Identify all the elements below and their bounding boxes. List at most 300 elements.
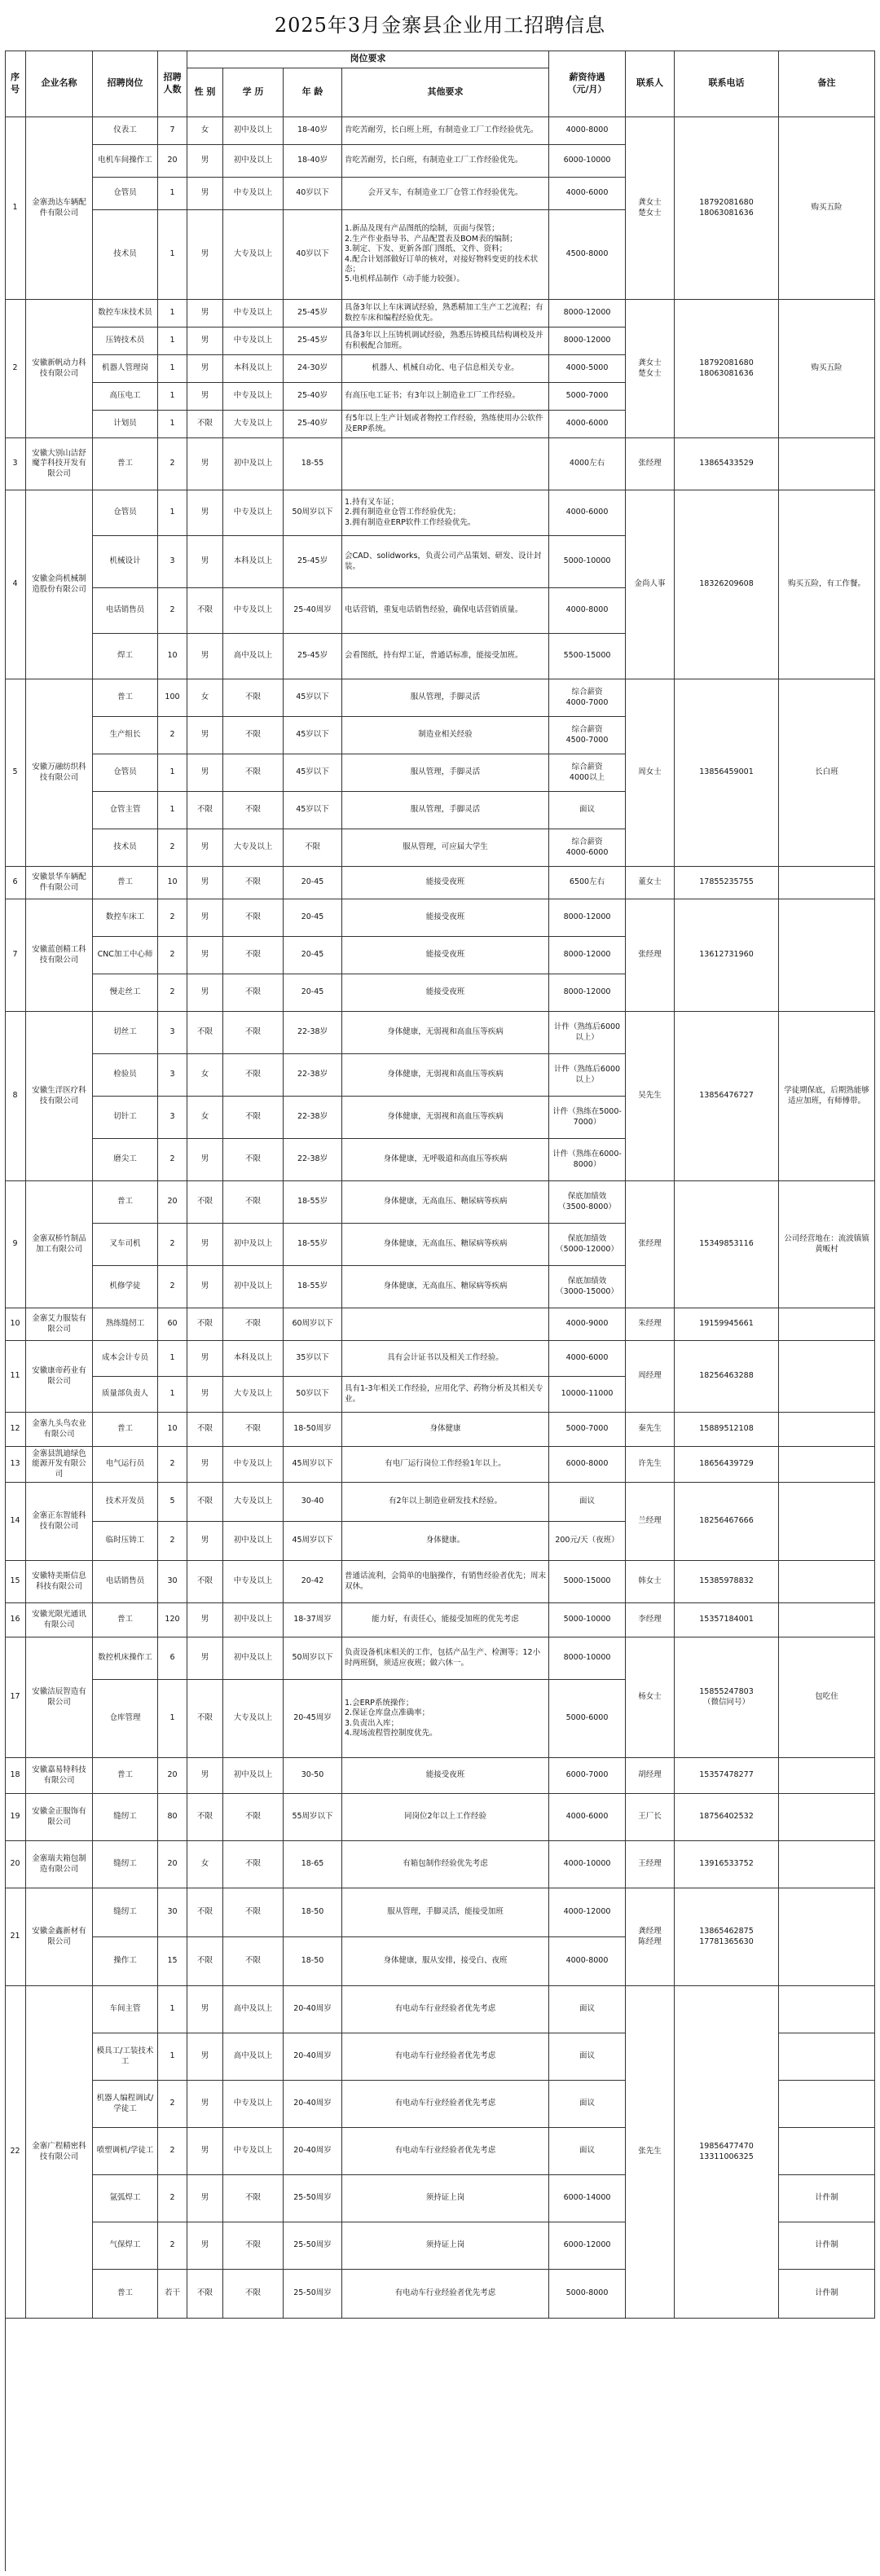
job-gender: 男 xyxy=(187,2222,223,2270)
job-count: 2 xyxy=(158,1224,187,1266)
job-salary: 面议 xyxy=(549,1483,626,1522)
job-salary: 4000-8000 xyxy=(549,117,626,145)
job-education: 不限 xyxy=(223,937,284,974)
contact-phone: 18326209608 xyxy=(675,490,779,679)
job-requirements: 身体健康，无高血压、糖尿病等疾病 xyxy=(342,1266,549,1308)
job-count: 1 xyxy=(158,1986,187,2033)
job-position: 普工 xyxy=(93,1181,158,1224)
job-education: 不限 xyxy=(223,1937,284,1986)
job-education: 不限 xyxy=(223,679,284,717)
job-position: 技术员 xyxy=(93,829,158,867)
job-position: 普工 xyxy=(93,867,158,899)
job-age: 25-50周岁 xyxy=(284,2222,342,2270)
job-education: 中专及以上 xyxy=(223,178,284,210)
job-age: 25-50周岁 xyxy=(284,2175,342,2222)
job-age: 20-45 xyxy=(284,937,342,974)
job-gender: 男 xyxy=(187,536,223,588)
job-salary: 面议 xyxy=(549,2033,626,2081)
job-count: 20 xyxy=(158,1758,187,1794)
job-salary: 保底加绩效 （3500-8000） xyxy=(549,1181,626,1224)
job-education: 不限 xyxy=(223,1308,284,1341)
job-age: 45岁以下 xyxy=(284,679,342,717)
company-seq: 22 xyxy=(5,1986,26,2319)
company-name: 金寨广程精密科技有限公司 xyxy=(26,1986,93,2319)
contact-phone: 19856477470 13311006325 xyxy=(675,1986,779,2319)
job-requirements: 有电动车行业经验者优先考虑 xyxy=(342,2128,549,2175)
job-position: 焊工 xyxy=(93,634,158,679)
job-count: 5 xyxy=(158,1483,187,1522)
job-gender: 男 xyxy=(187,937,223,974)
job-gender: 男 xyxy=(187,1637,223,1680)
company-note: 包吃住 xyxy=(779,1637,875,1758)
job-requirements xyxy=(342,438,549,490)
contact-phone: 19159945661 xyxy=(675,1308,779,1341)
job-education: 高中及以上 xyxy=(223,634,284,679)
job-salary: 计件（熟练在6000-8000） xyxy=(549,1139,626,1181)
job-count: 3 xyxy=(158,536,187,588)
job-requirements: 身体健康。 xyxy=(342,1522,549,1561)
job-salary: 计件（熟练在5000-7000） xyxy=(549,1097,626,1139)
job-education: 本科及以上 xyxy=(223,536,284,588)
job-salary: 4000-6000 xyxy=(549,490,626,536)
job-requirements: 有电动车行业经验者优先考虑 xyxy=(342,2033,549,2081)
job-salary: 8000-12000 xyxy=(549,974,626,1012)
job-count: 1 xyxy=(158,355,187,383)
job-position: 普工 xyxy=(93,679,158,717)
job-count: 1 xyxy=(158,327,187,355)
contact-person: 张经理 xyxy=(626,1181,675,1308)
job-gender: 男 xyxy=(187,1603,223,1637)
job-salary: 4000-8000 xyxy=(549,588,626,634)
job-count: 2 xyxy=(158,899,187,937)
job-education: 高中及以上 xyxy=(223,1986,284,2033)
company-note: 购买五险 xyxy=(779,117,875,300)
job-education: 大专及以上 xyxy=(223,411,284,438)
job-gender: 不限 xyxy=(187,1888,223,1937)
company-note xyxy=(779,1758,875,1794)
job-requirements: 有5年以上生产计划或者物控工作经验，熟练使用办公软件及ERP系统。 xyxy=(342,411,549,438)
job-count: 100 xyxy=(158,679,187,717)
job-requirements: 有电动车行业经验者优先考虑 xyxy=(342,2270,549,2319)
page-title: 2025年3月金寨县企业用工招聘信息 xyxy=(274,14,606,37)
contact-person: 张经理 xyxy=(626,899,675,1012)
job-requirements: 制造业相关经验 xyxy=(342,717,549,754)
job-gender: 不限 xyxy=(187,1413,223,1447)
company-note xyxy=(779,1888,875,1986)
job-age: 45岁以下 xyxy=(284,792,342,829)
job-gender: 不限 xyxy=(187,1308,223,1341)
job-gender: 女 xyxy=(187,679,223,717)
job-requirements: 同岗位2年以上工作经验 xyxy=(342,1794,549,1841)
job-education: 大专及以上 xyxy=(223,1483,284,1522)
header-salary: 薪资待遇 （元/月） xyxy=(549,51,626,117)
job-count: 1 xyxy=(158,178,187,210)
company-note xyxy=(779,899,875,1012)
company-name: 安徽康帝药业有限公司 xyxy=(26,1341,93,1413)
job-education: 不限 xyxy=(223,754,284,792)
job-age: 50岁以下 xyxy=(284,1377,342,1413)
job-count: 2 xyxy=(158,2175,187,2222)
job-gender: 不限 xyxy=(187,411,223,438)
job-salary: 8000-12000 xyxy=(549,899,626,937)
job-education: 不限 xyxy=(223,1012,284,1054)
contact-person: 朱经理 xyxy=(626,1308,675,1341)
job-requirements: 身体健康，无弱视和高血压等疾病 xyxy=(342,1054,549,1097)
job-salary: 200元/天（夜班） xyxy=(549,1522,626,1561)
company-seq: 12 xyxy=(5,1413,26,1447)
job-age: 20-45 xyxy=(284,974,342,1012)
job-education: 不限 xyxy=(223,1181,284,1224)
job-requirements: 身体健康，无高血压、糖尿病等疾病 xyxy=(342,1224,549,1266)
header-phone: 联系电话 xyxy=(675,51,779,117)
job-age: 25-45岁 xyxy=(284,536,342,588)
contact-person: 董女士 xyxy=(626,867,675,899)
job-age: 25-50周岁 xyxy=(284,2270,342,2319)
header-other: 其他要求 xyxy=(342,68,549,117)
job-age: 25-40岁 xyxy=(284,411,342,438)
job-position: 电气运行员 xyxy=(93,1447,158,1483)
job-age: 25-45岁 xyxy=(284,327,342,355)
contact-person: 韩女士 xyxy=(626,1561,675,1603)
contact-phone: 13916533752 xyxy=(675,1841,779,1888)
job-salary: 4000左右 xyxy=(549,438,626,490)
job-education: 不限 xyxy=(223,2175,284,2222)
job-salary: 5000-7000 xyxy=(549,1413,626,1447)
job-age: 25-40岁 xyxy=(284,383,342,411)
job-education: 中专及以上 xyxy=(223,383,284,411)
job-salary: 6000-14000 xyxy=(549,2175,626,2222)
company-note: 公司经营地在：流波镇镇黄畈村 xyxy=(779,1181,875,1308)
company-seq: 11 xyxy=(5,1341,26,1413)
job-age: 45岁以下 xyxy=(284,717,342,754)
job-count: 1 xyxy=(158,754,187,792)
job-requirements: 肯吃苦耐劳，长白班上班，有制造业工厂工作经验优先。 xyxy=(342,117,549,145)
job-position: 气保焊工 xyxy=(93,2222,158,2270)
job-position: 仓管员 xyxy=(93,490,158,536)
job-position: 普工 xyxy=(93,1413,158,1447)
company-seq: 1 xyxy=(5,117,26,300)
job-age: 18-50周岁 xyxy=(284,1413,342,1447)
job-position: 车间主管 xyxy=(93,1986,158,2033)
job-salary: 保底加绩效 （5000-12000） xyxy=(549,1224,626,1266)
company-seq: 9 xyxy=(5,1181,26,1308)
job-position: 临时压铸工 xyxy=(93,1522,158,1561)
job-count: 2 xyxy=(158,2222,187,2270)
job-salary: 4000-5000 xyxy=(549,355,626,383)
company-name: 安徽大别山洁舒魔芋科技开发有限公司 xyxy=(26,438,93,490)
job-requirements: 1.持有叉车证； 2.拥有制造业仓管工作经验优先； 3.拥有制造业ERP软件工作经验优先。 xyxy=(342,490,549,536)
job-gender: 不限 xyxy=(187,1561,223,1603)
job-salary: 6000-12000 xyxy=(549,2222,626,2270)
contact-phone: 17855235755 xyxy=(675,867,779,899)
job-note xyxy=(779,2081,875,2128)
company-seq: 20 xyxy=(5,1841,26,1888)
job-position: 数控车床技术员 xyxy=(93,300,158,327)
contact-phone: 13856476727 xyxy=(675,1012,779,1181)
contact-person: 龚经理 陈经理 xyxy=(626,1888,675,1986)
company-note xyxy=(779,1841,875,1888)
contact-phone: 15349853116 xyxy=(675,1181,779,1308)
contact-person: 王经理 xyxy=(626,1841,675,1888)
header-education: 学 历 xyxy=(223,68,284,117)
job-count: 1 xyxy=(158,1341,187,1377)
job-salary: 8000-12000 xyxy=(549,300,626,327)
job-requirements: 电话营销，重复电话销售经验，确保电话营销质量。 xyxy=(342,588,549,634)
job-count: 2 xyxy=(158,1522,187,1561)
job-gender: 女 xyxy=(187,1054,223,1097)
job-education: 不限 xyxy=(223,974,284,1012)
job-salary: 5000-15000 xyxy=(549,1561,626,1603)
job-salary: 4000-6000 xyxy=(549,411,626,438)
job-requirements: 1.新品及现有产品图纸的绘制，页面与保管； 2.生产作业指导书、产品配置表及BOM表的编制； 3.制定、下发、更新各部门图纸、文件、资料； 4.配合计划部做好订单的核对，对接好物料变更的技术状态； 5.电机样品制作（动手能力较强）。 xyxy=(342,210,549,300)
job-requirements: 服从管理，手脚灵活 xyxy=(342,792,549,829)
job-position: 普工 xyxy=(93,2270,158,2319)
job-age: 25-45岁 xyxy=(284,300,342,327)
contact-phone: 18256463288 xyxy=(675,1341,779,1413)
job-age: 18-40岁 xyxy=(284,145,342,178)
job-gender: 不限 xyxy=(187,1181,223,1224)
job-education: 不限 xyxy=(223,899,284,937)
job-age: 20-45周岁 xyxy=(284,1680,342,1758)
job-age: 18-55岁 xyxy=(284,1181,342,1224)
job-salary: 8000-12000 xyxy=(549,327,626,355)
job-requirements: 服从管理，可应届大学生 xyxy=(342,829,549,867)
job-position: 质量部负责人 xyxy=(93,1377,158,1413)
job-education: 初中及以上 xyxy=(223,117,284,145)
job-gender: 男 xyxy=(187,2128,223,2175)
job-position: 检验员 xyxy=(93,1054,158,1097)
job-gender: 男 xyxy=(187,634,223,679)
job-position: 技术开发员 xyxy=(93,1483,158,1522)
job-requirements: 能接受夜班 xyxy=(342,937,549,974)
job-gender: 女 xyxy=(187,117,223,145)
job-age: 45周岁以下 xyxy=(284,1447,342,1483)
company-seq: 17 xyxy=(5,1637,26,1758)
job-count: 30 xyxy=(158,1561,187,1603)
job-count: 2 xyxy=(158,2128,187,2175)
job-note xyxy=(779,1986,875,2033)
job-salary: 计件（熟练后6000以上） xyxy=(549,1012,626,1054)
contact-phone: 18256467666 xyxy=(675,1483,779,1561)
job-count: 120 xyxy=(158,1603,187,1637)
job-position: 成本会计专员 xyxy=(93,1341,158,1377)
job-count: 2 xyxy=(158,937,187,974)
company-seq: 14 xyxy=(5,1483,26,1561)
contact-person: 兰经理 xyxy=(626,1483,675,1561)
job-requirements: 普通话流利，会简单的电脑操作，有销售经验者优先；周末双休。 xyxy=(342,1561,549,1603)
job-salary: 5000-10000 xyxy=(549,1603,626,1637)
contact-person: 龚女士 楚女士 xyxy=(626,117,675,300)
job-salary: 面议 xyxy=(549,2128,626,2175)
job-requirements xyxy=(342,1308,549,1341)
job-requirements: 肯吃苦耐劳，长白班，有制造业工厂工作经验优先。 xyxy=(342,145,549,178)
job-position: 模具工/工装技术工 xyxy=(93,2033,158,2081)
job-requirements: 会开叉车，有制造业工厂仓管工作经验优先。 xyxy=(342,178,549,210)
job-salary: 6000-10000 xyxy=(549,145,626,178)
job-position: 数控车床工 xyxy=(93,899,158,937)
job-education: 大专及以上 xyxy=(223,210,284,300)
job-age: 22-38岁 xyxy=(284,1139,342,1181)
job-position: 数控机床操作工 xyxy=(93,1637,158,1680)
company-name: 安徽景华车辆配件有限公司 xyxy=(26,867,93,899)
company-seq: 8 xyxy=(5,1012,26,1181)
job-note: 计件制 xyxy=(779,2270,875,2319)
job-count: 10 xyxy=(158,634,187,679)
job-salary: 10000-11000 xyxy=(549,1377,626,1413)
job-position: 仪表工 xyxy=(93,117,158,145)
company-note: 购买五险 xyxy=(779,300,875,438)
contact-phone: 18792081680 18063081636 xyxy=(675,300,779,438)
job-count: 2 xyxy=(158,1447,187,1483)
job-gender: 男 xyxy=(187,355,223,383)
contact-phone: 18656439729 xyxy=(675,1447,779,1483)
company-name: 安徽蓝创精工科技有限公司 xyxy=(26,899,93,1012)
job-age: 20-45 xyxy=(284,899,342,937)
job-count: 2 xyxy=(158,1139,187,1181)
job-gender: 男 xyxy=(187,2033,223,2081)
job-count: 20 xyxy=(158,1181,187,1224)
job-education: 大专及以上 xyxy=(223,1377,284,1413)
company-note xyxy=(779,867,875,899)
job-requirements: 能接受夜班 xyxy=(342,1758,549,1794)
contact-phone: 15889512108 xyxy=(675,1413,779,1447)
job-age: 18-55岁 xyxy=(284,1224,342,1266)
job-position: 电话销售员 xyxy=(93,588,158,634)
job-requirements: 有电厂运行岗位工作经验1年以上。 xyxy=(342,1447,549,1483)
company-seq: 6 xyxy=(5,867,26,899)
job-note xyxy=(779,2033,875,2081)
job-age: 35岁以下 xyxy=(284,1341,342,1377)
job-salary: 5500-15000 xyxy=(549,634,626,679)
job-gender: 男 xyxy=(187,829,223,867)
job-age: 20-40周岁 xyxy=(284,2081,342,2128)
job-note xyxy=(779,2128,875,2175)
company-seq: 3 xyxy=(5,438,26,490)
job-gender: 男 xyxy=(187,1522,223,1561)
job-salary: 综合薪资 4000-7000 xyxy=(549,679,626,717)
job-gender: 男 xyxy=(187,974,223,1012)
job-count: 20 xyxy=(158,145,187,178)
job-requirements: 有高压电工证书；有3年以上制造业工厂工作经验。 xyxy=(342,383,549,411)
job-education: 本科及以上 xyxy=(223,1341,284,1377)
job-position: 熟练缝纫工 xyxy=(93,1308,158,1341)
company-seq: 15 xyxy=(5,1561,26,1603)
company-name: 安徽特美斯信息科技有限公司 xyxy=(26,1561,93,1603)
job-position: 电机车间操作工 xyxy=(93,145,158,178)
job-education: 中专及以上 xyxy=(223,300,284,327)
header-gender: 性 别 xyxy=(187,68,223,117)
job-count: 1 xyxy=(158,2033,187,2081)
job-gender: 女 xyxy=(187,1841,223,1888)
job-gender: 男 xyxy=(187,2175,223,2222)
job-age: 20-45 xyxy=(284,867,342,899)
job-education: 不限 xyxy=(223,1794,284,1841)
job-requirements: 有电动车行业经验者优先考虑 xyxy=(342,2081,549,2128)
job-salary: 5000-7000 xyxy=(549,383,626,411)
job-salary: 面议 xyxy=(549,792,626,829)
job-education: 不限 xyxy=(223,1054,284,1097)
job-age: 30-50 xyxy=(284,1758,342,1794)
job-count: 2 xyxy=(158,974,187,1012)
job-position: 机修学徒 xyxy=(93,1266,158,1308)
company-note xyxy=(779,1447,875,1483)
job-requirements: 有2年以上制造业研发技术经验。 xyxy=(342,1483,549,1522)
job-position: 缝纫工 xyxy=(93,1841,158,1888)
job-age: 45周岁以下 xyxy=(284,1522,342,1561)
company-name: 安徽新帆动力科技有限公司 xyxy=(26,300,93,438)
job-education: 大专及以上 xyxy=(223,1680,284,1758)
job-salary: 4000-9000 xyxy=(549,1308,626,1341)
job-requirements: 具有1-3年相关工作经验，应用化学、药物分析及其相关专业。 xyxy=(342,1377,549,1413)
job-education: 不限 xyxy=(223,1888,284,1937)
job-education: 大专及以上 xyxy=(223,829,284,867)
contact-person: 王厂长 xyxy=(626,1794,675,1841)
job-requirements: 会CAD、solidworks，负责公司产品策划、研发、设计封装。 xyxy=(342,536,549,588)
job-education: 初中及以上 xyxy=(223,145,284,178)
job-age: 24-30岁 xyxy=(284,355,342,383)
job-position: 机器人管理岗 xyxy=(93,355,158,383)
job-education: 初中及以上 xyxy=(223,1266,284,1308)
company-note: 学徒期保底，后期熟能够适应加班，有师傅带。 xyxy=(779,1012,875,1181)
job-requirements: 须持证上岗 xyxy=(342,2222,549,2270)
job-education: 不限 xyxy=(223,1097,284,1139)
job-count: 2 xyxy=(158,2081,187,2128)
job-gender: 不限 xyxy=(187,2270,223,2319)
company-note xyxy=(779,1483,875,1561)
job-age: 20-40周岁 xyxy=(284,2128,342,2175)
company-name: 金寨正东智能科技有限公司 xyxy=(26,1483,93,1561)
job-requirements: 须持证上岗 xyxy=(342,2175,549,2222)
job-gender: 男 xyxy=(187,490,223,536)
job-position: 计划员 xyxy=(93,411,158,438)
job-gender: 男 xyxy=(187,2081,223,2128)
job-count: 1 xyxy=(158,1680,187,1758)
company-seq: 2 xyxy=(5,300,26,438)
job-count: 2 xyxy=(158,438,187,490)
job-requirements: 能接受夜班 xyxy=(342,974,549,1012)
job-gender: 男 xyxy=(187,1447,223,1483)
company-name: 安徽光限光通讯有限公司 xyxy=(26,1603,93,1637)
job-education: 不限 xyxy=(223,792,284,829)
contact-person: 金尚人事 xyxy=(626,490,675,679)
job-position: 仓库管理 xyxy=(93,1680,158,1758)
job-requirements: 具有会计证书以及相关工作经验。 xyxy=(342,1341,549,1377)
job-education: 不限 xyxy=(223,1841,284,1888)
contact-person: 杨女士 xyxy=(626,1637,675,1758)
contact-person: 周女士 xyxy=(626,679,675,867)
job-gender: 男 xyxy=(187,327,223,355)
header-requirements: 岗位要求 xyxy=(187,51,549,68)
job-count: 1 xyxy=(158,210,187,300)
job-gender: 男 xyxy=(187,383,223,411)
contact-person: 张经理 xyxy=(626,438,675,490)
contact-phone: 18756402532 xyxy=(675,1794,779,1841)
company-name: 安徽万融纺织科技有限公司 xyxy=(26,679,93,867)
job-position: 电话销售员 xyxy=(93,1561,158,1603)
job-salary: 8000-12000 xyxy=(549,937,626,974)
job-gender: 男 xyxy=(187,899,223,937)
company-seq: 18 xyxy=(5,1758,26,1794)
job-gender: 男 xyxy=(187,210,223,300)
job-gender: 不限 xyxy=(187,588,223,634)
job-requirements: 机器人、机械自动化、电子信息相关专业。 xyxy=(342,355,549,383)
job-age: 20-42 xyxy=(284,1561,342,1603)
job-salary: 5000-10000 xyxy=(549,536,626,588)
job-gender: 不限 xyxy=(187,1680,223,1758)
job-position: 机械设计 xyxy=(93,536,158,588)
job-count: 10 xyxy=(158,867,187,899)
job-education: 中专及以上 xyxy=(223,1561,284,1603)
